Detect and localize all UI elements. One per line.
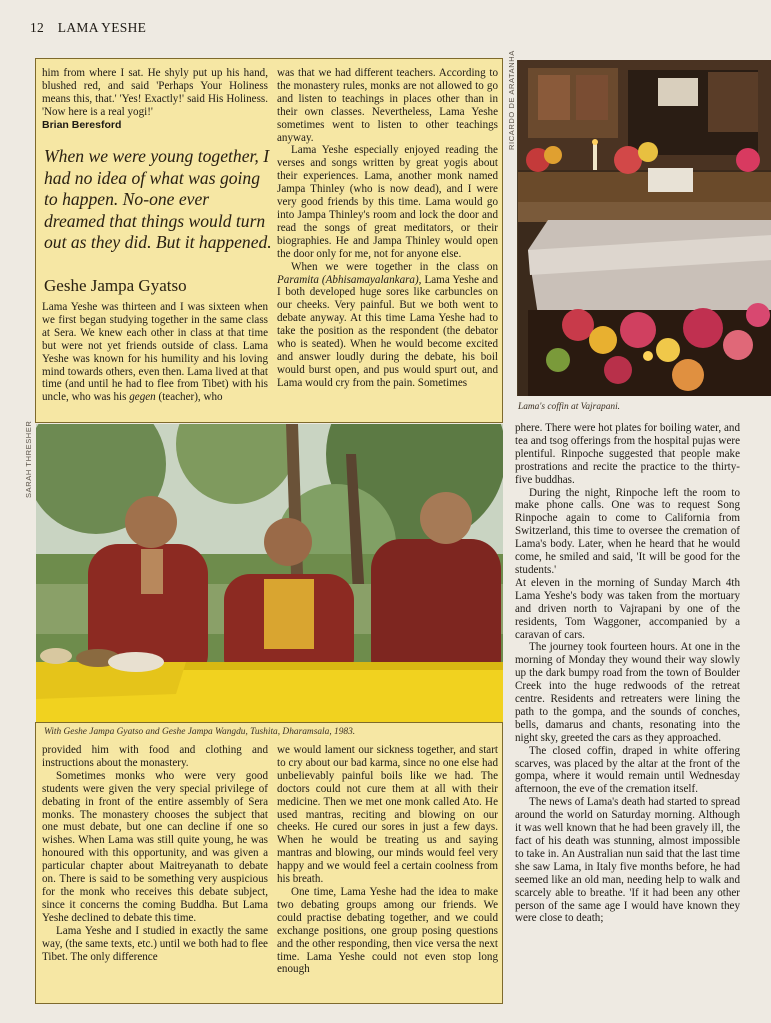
- paragraph: was that we had different teachers. According to the monastery rules, monks are not allowed to go and listen to teachings in places other than in their own classes. Nevertheless, Lama Yeshe sometimes went to listen to other teachings anyway.: [277, 67, 498, 144]
- caption-main: With Geshe Jampa Gyatso and Geshe Jampa Wangdu, Tushita, Dharamsala, 1983.: [44, 727, 356, 737]
- column-1-top: [42, 67, 268, 132]
- monks-photo: [36, 424, 503, 722]
- paragraph: phere. There were hot plates for boiling water, and tea and tsog offerings from the hospital pujas were plentiful. Rinpoche suggested that people make prostrations and recite the practice to the thirty-five buddhas.: [515, 422, 740, 486]
- paragraph: The journey took fourteen hours. At one in the morning of Monday they wound their way slowly up the dark bumpy road from the town of Boulder Creek into the huge redwoods of the retreat centre. Residents and retreaters were lining the path to the gompa, and the sounds of conches, bells, damarus and chants, resonating into the night sky, greeted the cars as they approached.: [515, 641, 740, 744]
- pull-quote-author: Geshe Jampa Gyatso: [44, 276, 187, 295]
- photo-credit-top: RICARDO DE ARATANHA: [507, 50, 516, 150]
- page-number: 12: [30, 20, 45, 35]
- paragraph: Lama Yeshe was thirteen and I was sixteen when we first began studying together in the same class at Sera. We knew each other in class at that time but were not yet friends outside of class. Lama Yeshe was known for his humility and his loving mind towards others, even then. Lama lived at that time (and until he had to flee from Tibet) with his uncle, who was his gegen (teacher), who: [42, 301, 268, 404]
- photo-credit-main: SARAH THRESHER: [24, 420, 33, 498]
- column-2-bottom: [277, 744, 498, 976]
- column-1-bottom: [42, 744, 268, 963]
- paragraph: When we were together in the class on Paramita (Abhisamayalankara), Lama Yeshe and I both developed huge sores like carbuncles on our cheeks. Very painful. But we both went to debate anyway. At this time Lama Yeshe had to take the position as the respondent (the debator who is seated). When he would become excited and answer loudly during the debate, his boil would burst open, and pus would spurt out, and Lama would cry from the pain. Sometimes: [277, 260, 498, 389]
- paragraph: Lama Yeshe and I studied in exactly the same way, (the same texts, etc.) until we both had to flee Tibet. The only difference: [42, 924, 268, 963]
- paragraph: The news of Lama's death had started to spread around the world on Saturday morning. Although it was well known that he had been gravely ill, the fact of his death was stunning, almost impossible to take in. An Australian nun said that the last time she saw Lama, in Italy five months before, he had seemed like an old man, needing help to walk and scarcely able to breathe. 'If it had been any other person of the same age I would have known they were close to death;: [515, 796, 740, 925]
- coffin-photo: [517, 60, 771, 396]
- running-title: LAMA YESHE: [57, 20, 147, 35]
- paragraph: During the night, Rinpoche left the room to make phone calls. One was to request Song Rinpoche again to come to California from Switzerland, this time to oversee the cremation of Lama's body. Later, when he heard that he would come, he smiled and said, 'It will be good for the students.': [515, 486, 740, 576]
- paragraph: Sometimes monks who were very good students were given the very special privilege of debating in front of the entire assembly of Sera monks. The monastery chooses the subject that one must debate, but one can decline if one so wishes. When Lama was still quite young, he was honoured with this opportunity, and was given a particular chapter about Maitreyanath to debate on. There is said to be something very auspicious for the monk who receives this debate subject, since it concerns the coming Buddha. But Lama Yeshe declined to debate this time.: [42, 769, 268, 924]
- paragraph: we would lament our sickness together, and start to cry about our bad karma, since no one else had unbelievably painful boils like we had. The doctors could not cure them at all with their medicine. Then we met one monk called Ato. He used mantras, reciting and blowing on our cheeks. He cured our sores in just a few days. When he would be treating us and saying mantras and blowing, our minds would feel very happy and we would feel a certain coolness from his breath.: [277, 744, 498, 886]
- byline: Brian Beresford: [42, 118, 122, 131]
- gegen-term: gegen: [129, 391, 156, 404]
- paragraph: One time, Lama Yeshe had the idea to make two debating groups among our friends. We could practise debating together, and we could exchange positions, one group posing questions and the other responding, then vice versa the next time. Lama Yeshe could not even stop long enough: [277, 885, 498, 976]
- column-1-lower-text: [42, 301, 268, 404]
- column-2-top: [277, 67, 498, 390]
- paragraph: At eleven in the morning of Sunday March 4th Lama Yeshe's body was taken from the mortuary and driven north to Vajrapani by one of the residents, Tom Waggoner, accompanied by a caravan of cars.: [515, 576, 740, 641]
- caption-top: Lama's coffin at Vajrapani.: [518, 402, 621, 412]
- paragraph: provided him with food and clothing and instructions about the monastery.: [42, 744, 268, 769]
- page-header: [30, 20, 156, 36]
- pull-quote: When we were young together, I had no idea of what was going to happen. No-one ever dreamed that things would turn out as they did. But it happened.: [44, 146, 272, 252]
- monks-photo-image: [36, 424, 503, 722]
- coffin-photo-image: [518, 60, 771, 396]
- intro-paragraph: him from where I sat. He shyly put up his hand, blushed red, and said 'Perhaps Your Holiness means this, that.' 'Yes! Exactly!' said His Holiness. 'Now here is a real yogi!': [42, 67, 268, 118]
- column-3: [515, 422, 740, 925]
- paragraph: The closed coffin, draped in white offering scarves, was placed by the altar at the front of the gompa, where it would remain until Wednesday afternoon, the eve of the cremation itself.: [515, 744, 740, 796]
- paragraph: Lama Yeshe especially enjoyed reading the verses and songs written by great yogis about their experiences. Lama, another monk named Jampa Thinley (who is now dead), and I were very good friends by this time. Lama would go into Jampa Thinley's room and lock the door and read the songs of great meditators, or their biographies. He and Jampa Thinley would open the door only for me, not for anyone else.: [277, 144, 498, 260]
